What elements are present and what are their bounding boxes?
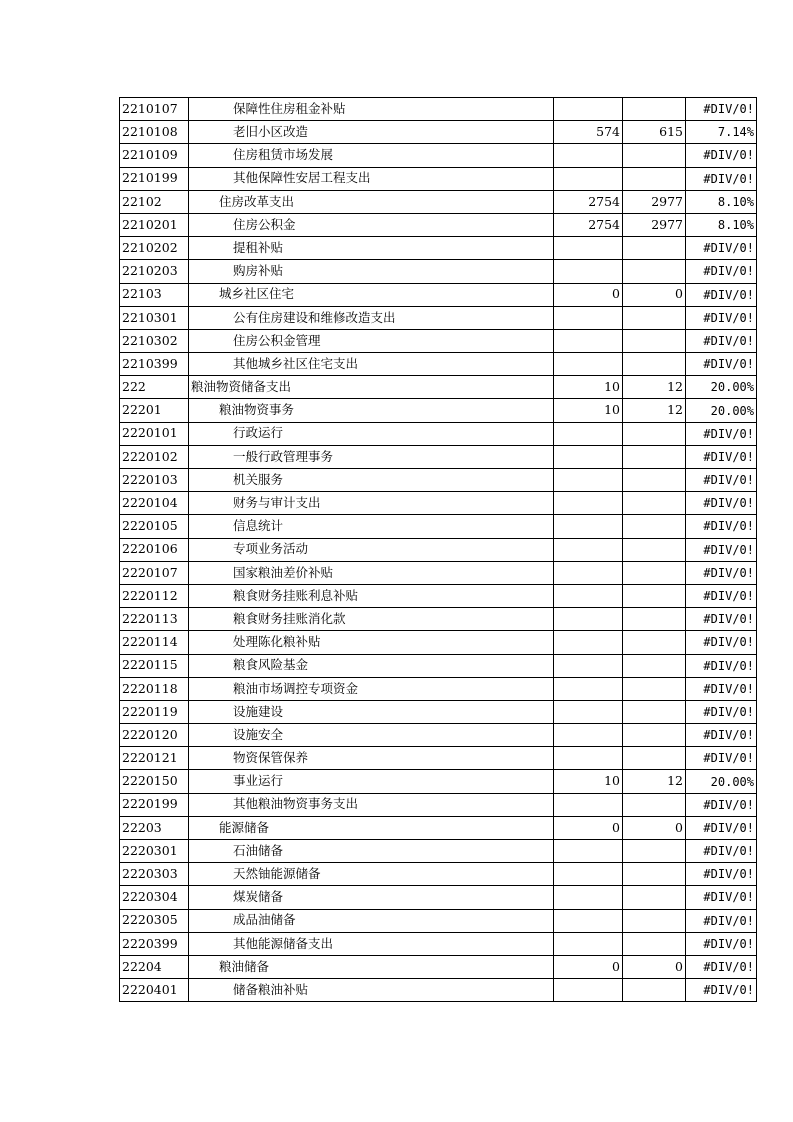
cell-code: 2210109 <box>120 144 189 167</box>
cell-value-2 <box>623 608 686 631</box>
cell-code: 2210203 <box>120 260 189 283</box>
cell-growth-rate: 7.14% <box>686 121 757 144</box>
cell-value-1 <box>554 909 623 932</box>
cell-growth-rate: #DIV/0! <box>686 608 757 631</box>
cell-value-2: 0 <box>623 283 686 306</box>
cell-code: 2210301 <box>120 306 189 329</box>
table-row <box>120 654 757 677</box>
cell-name: 机关服务 <box>189 469 554 492</box>
cell-name: 其他保障性安居工程支出 <box>189 167 554 190</box>
table-row <box>120 631 757 654</box>
table-row <box>120 306 757 329</box>
cell-growth-rate: #DIV/0! <box>686 469 757 492</box>
cell-code: 2220106 <box>120 538 189 561</box>
cell-name: 住房公积金 <box>189 213 554 236</box>
cell-value-1: 10 <box>554 376 623 399</box>
cell-growth-rate: #DIV/0! <box>686 260 757 283</box>
budget-table <box>119 97 757 1002</box>
cell-code: 2220399 <box>120 932 189 955</box>
cell-growth-rate: #DIV/0! <box>686 283 757 306</box>
cell-value-1 <box>554 793 623 816</box>
cell-value-1: 2754 <box>554 213 623 236</box>
cell-code: 2210199 <box>120 167 189 190</box>
cell-value-1: 574 <box>554 121 623 144</box>
cell-code: 2220113 <box>120 608 189 631</box>
cell-value-2 <box>623 353 686 376</box>
cell-growth-rate: #DIV/0! <box>686 932 757 955</box>
table-row <box>120 399 757 422</box>
cell-code: 22201 <box>120 399 189 422</box>
cell-value-2 <box>623 677 686 700</box>
cell-growth-rate: #DIV/0! <box>686 492 757 515</box>
cell-value-2 <box>623 631 686 654</box>
cell-value-2 <box>623 724 686 747</box>
table-row <box>120 955 757 978</box>
cell-name: 设施建设 <box>189 700 554 723</box>
cell-name: 粮食财务挂账利息补贴 <box>189 584 554 607</box>
cell-code: 2220301 <box>120 840 189 863</box>
cell-value-1 <box>554 260 623 283</box>
cell-value-2: 0 <box>623 955 686 978</box>
cell-growth-rate: #DIV/0! <box>686 979 757 1002</box>
cell-value-2: 615 <box>623 121 686 144</box>
cell-value-2: 2977 <box>623 190 686 213</box>
cell-name: 天然铀能源储备 <box>189 863 554 886</box>
table-row <box>120 816 757 839</box>
cell-value-1 <box>554 724 623 747</box>
cell-value-1: 0 <box>554 283 623 306</box>
cell-value-2: 12 <box>623 399 686 422</box>
table-row <box>120 445 757 468</box>
cell-name: 粮油储备 <box>189 955 554 978</box>
cell-value-2: 0 <box>623 816 686 839</box>
cell-growth-rate: #DIV/0! <box>686 306 757 329</box>
cell-name: 购房补贴 <box>189 260 554 283</box>
cell-value-1 <box>554 306 623 329</box>
table-row <box>120 608 757 631</box>
cell-code: 2220112 <box>120 584 189 607</box>
cell-value-1: 0 <box>554 816 623 839</box>
cell-growth-rate: #DIV/0! <box>686 909 757 932</box>
cell-value-1 <box>554 932 623 955</box>
cell-growth-rate: #DIV/0! <box>686 422 757 445</box>
table-row <box>120 237 757 260</box>
cell-value-1 <box>554 700 623 723</box>
cell-code: 2220102 <box>120 445 189 468</box>
cell-name: 专项业务活动 <box>189 538 554 561</box>
cell-name: 保障性住房租金补贴 <box>189 98 554 121</box>
cell-value-2 <box>623 469 686 492</box>
cell-name: 粮食财务挂账消化款 <box>189 608 554 631</box>
table-row <box>120 353 757 376</box>
cell-value-2 <box>623 584 686 607</box>
cell-value-2: 12 <box>623 770 686 793</box>
cell-value-1 <box>554 329 623 352</box>
cell-name: 其他粮油物资事务支出 <box>189 793 554 816</box>
cell-value-1 <box>554 608 623 631</box>
cell-code: 2220121 <box>120 747 189 770</box>
cell-name: 能源储备 <box>189 816 554 839</box>
cell-value-1 <box>554 979 623 1002</box>
cell-value-1 <box>554 561 623 584</box>
table-row <box>120 700 757 723</box>
cell-name: 粮食风险基金 <box>189 654 554 677</box>
table-row <box>120 538 757 561</box>
cell-value-2 <box>623 260 686 283</box>
cell-growth-rate: #DIV/0! <box>686 445 757 468</box>
cell-growth-rate: #DIV/0! <box>686 700 757 723</box>
table-row <box>120 979 757 1002</box>
cell-value-2 <box>623 445 686 468</box>
cell-name: 信息统计 <box>189 515 554 538</box>
cell-value-2 <box>623 492 686 515</box>
table-row <box>120 469 757 492</box>
cell-growth-rate: #DIV/0! <box>686 631 757 654</box>
table-row <box>120 724 757 747</box>
cell-name: 石油储备 <box>189 840 554 863</box>
table-row <box>120 886 757 909</box>
cell-value-1 <box>554 144 623 167</box>
cell-growth-rate: #DIV/0! <box>686 955 757 978</box>
cell-code: 2220119 <box>120 700 189 723</box>
cell-value-1 <box>554 237 623 260</box>
cell-name: 事业运行 <box>189 770 554 793</box>
cell-code: 2220304 <box>120 886 189 909</box>
cell-growth-rate: #DIV/0! <box>686 793 757 816</box>
cell-code: 22103 <box>120 283 189 306</box>
cell-code: 2220103 <box>120 469 189 492</box>
cell-value-1 <box>554 538 623 561</box>
cell-name: 老旧小区改造 <box>189 121 554 144</box>
cell-name: 住房公积金管理 <box>189 329 554 352</box>
cell-value-2 <box>623 909 686 932</box>
cell-value-2 <box>623 863 686 886</box>
cell-code: 2220107 <box>120 561 189 584</box>
table-row <box>120 283 757 306</box>
cell-growth-rate: 20.00% <box>686 399 757 422</box>
cell-code: 22203 <box>120 816 189 839</box>
cell-name: 处理陈化粮补贴 <box>189 631 554 654</box>
cell-name: 粮油物资事务 <box>189 399 554 422</box>
cell-growth-rate: #DIV/0! <box>686 144 757 167</box>
cell-growth-rate: 20.00% <box>686 376 757 399</box>
cell-growth-rate: #DIV/0! <box>686 561 757 584</box>
cell-code: 2210302 <box>120 329 189 352</box>
cell-name: 住房租赁市场发展 <box>189 144 554 167</box>
cell-code: 2220120 <box>120 724 189 747</box>
cell-value-1 <box>554 469 623 492</box>
cell-value-1: 10 <box>554 770 623 793</box>
cell-value-2 <box>623 561 686 584</box>
cell-value-2 <box>623 237 686 260</box>
table-row <box>120 492 757 515</box>
table-row <box>120 584 757 607</box>
table-row <box>120 121 757 144</box>
cell-value-2 <box>623 886 686 909</box>
cell-value-1: 10 <box>554 399 623 422</box>
cell-value-2 <box>623 747 686 770</box>
cell-growth-rate: #DIV/0! <box>686 886 757 909</box>
cell-value-2 <box>623 793 686 816</box>
cell-code: 2220401 <box>120 979 189 1002</box>
table-row <box>120 840 757 863</box>
cell-code: 2220199 <box>120 793 189 816</box>
cell-value-1 <box>554 167 623 190</box>
cell-code: 2210399 <box>120 353 189 376</box>
cell-name: 粮油市场调控专项资金 <box>189 677 554 700</box>
cell-value-2 <box>623 840 686 863</box>
cell-value-2 <box>623 144 686 167</box>
cell-growth-rate: #DIV/0! <box>686 863 757 886</box>
cell-value-1 <box>554 492 623 515</box>
cell-value-2 <box>623 979 686 1002</box>
cell-value-1 <box>554 677 623 700</box>
cell-value-2 <box>623 306 686 329</box>
cell-growth-rate: 20.00% <box>686 770 757 793</box>
cell-code: 2220118 <box>120 677 189 700</box>
cell-code: 22102 <box>120 190 189 213</box>
cell-value-2 <box>623 329 686 352</box>
cell-value-1 <box>554 445 623 468</box>
cell-growth-rate: #DIV/0! <box>686 237 757 260</box>
cell-code: 2220150 <box>120 770 189 793</box>
cell-value-2 <box>623 932 686 955</box>
cell-value-2 <box>623 98 686 121</box>
table-row <box>120 376 757 399</box>
cell-value-1: 0 <box>554 955 623 978</box>
cell-value-2: 2977 <box>623 213 686 236</box>
cell-code: 2220105 <box>120 515 189 538</box>
cell-growth-rate: #DIV/0! <box>686 538 757 561</box>
cell-value-2 <box>623 654 686 677</box>
cell-growth-rate: #DIV/0! <box>686 677 757 700</box>
cell-name: 煤炭储备 <box>189 886 554 909</box>
cell-name: 成品油储备 <box>189 909 554 932</box>
cell-code: 22204 <box>120 955 189 978</box>
cell-code: 2220303 <box>120 863 189 886</box>
cell-growth-rate: #DIV/0! <box>686 840 757 863</box>
cell-name: 粮油物资储备支出 <box>189 376 554 399</box>
cell-growth-rate: #DIV/0! <box>686 584 757 607</box>
cell-value-1: 2754 <box>554 190 623 213</box>
cell-growth-rate: #DIV/0! <box>686 329 757 352</box>
cell-growth-rate: #DIV/0! <box>686 654 757 677</box>
cell-name: 行政运行 <box>189 422 554 445</box>
cell-value-1 <box>554 98 623 121</box>
cell-name: 其他城乡社区住宅支出 <box>189 353 554 376</box>
cell-value-1 <box>554 584 623 607</box>
table-row <box>120 863 757 886</box>
table-row <box>120 677 757 700</box>
cell-code: 2210108 <box>120 121 189 144</box>
cell-name: 住房改革支出 <box>189 190 554 213</box>
cell-value-2 <box>623 700 686 723</box>
table-row <box>120 167 757 190</box>
table-row <box>120 932 757 955</box>
cell-name: 物资保管保养 <box>189 747 554 770</box>
cell-value-1 <box>554 515 623 538</box>
cell-growth-rate: #DIV/0! <box>686 515 757 538</box>
table-row <box>120 329 757 352</box>
cell-growth-rate: #DIV/0! <box>686 724 757 747</box>
cell-value-1 <box>554 747 623 770</box>
cell-growth-rate: #DIV/0! <box>686 98 757 121</box>
cell-value-1 <box>554 631 623 654</box>
cell-code: 2220104 <box>120 492 189 515</box>
cell-growth-rate: 8.10% <box>686 213 757 236</box>
table-row <box>120 98 757 121</box>
budget-table-body <box>120 98 757 1002</box>
cell-growth-rate: #DIV/0! <box>686 816 757 839</box>
table-row <box>120 561 757 584</box>
cell-name: 城乡社区住宅 <box>189 283 554 306</box>
cell-value-1 <box>554 654 623 677</box>
cell-code: 2210202 <box>120 237 189 260</box>
cell-value-2 <box>623 538 686 561</box>
cell-value-2 <box>623 167 686 190</box>
table-row <box>120 422 757 445</box>
cell-value-2 <box>623 515 686 538</box>
cell-name: 其他能源储备支出 <box>189 932 554 955</box>
table-row <box>120 190 757 213</box>
table-row <box>120 260 757 283</box>
cell-growth-rate: 8.10% <box>686 190 757 213</box>
cell-name: 公有住房建设和维修改造支出 <box>189 306 554 329</box>
cell-code: 2210107 <box>120 98 189 121</box>
cell-value-2: 12 <box>623 376 686 399</box>
cell-value-1 <box>554 886 623 909</box>
cell-code: 2220101 <box>120 422 189 445</box>
cell-name: 储备粮油补贴 <box>189 979 554 1002</box>
cell-code: 2220115 <box>120 654 189 677</box>
cell-name: 财务与审计支出 <box>189 492 554 515</box>
cell-code: 222 <box>120 376 189 399</box>
cell-growth-rate: #DIV/0! <box>686 747 757 770</box>
cell-value-2 <box>623 422 686 445</box>
table-row <box>120 770 757 793</box>
cell-name: 一般行政管理事务 <box>189 445 554 468</box>
table-row <box>120 515 757 538</box>
cell-name: 设施安全 <box>189 724 554 747</box>
table-row <box>120 144 757 167</box>
table-row <box>120 213 757 236</box>
cell-name: 提租补贴 <box>189 237 554 260</box>
cell-name: 国家粮油差价补贴 <box>189 561 554 584</box>
cell-value-1 <box>554 840 623 863</box>
cell-growth-rate: #DIV/0! <box>686 167 757 190</box>
cell-code: 2220305 <box>120 909 189 932</box>
table-row <box>120 747 757 770</box>
cell-code: 2220114 <box>120 631 189 654</box>
table-row <box>120 909 757 932</box>
cell-growth-rate: #DIV/0! <box>686 353 757 376</box>
cell-code: 2210201 <box>120 213 189 236</box>
cell-value-1 <box>554 353 623 376</box>
cell-value-1 <box>554 422 623 445</box>
cell-value-1 <box>554 863 623 886</box>
table-row <box>120 793 757 816</box>
